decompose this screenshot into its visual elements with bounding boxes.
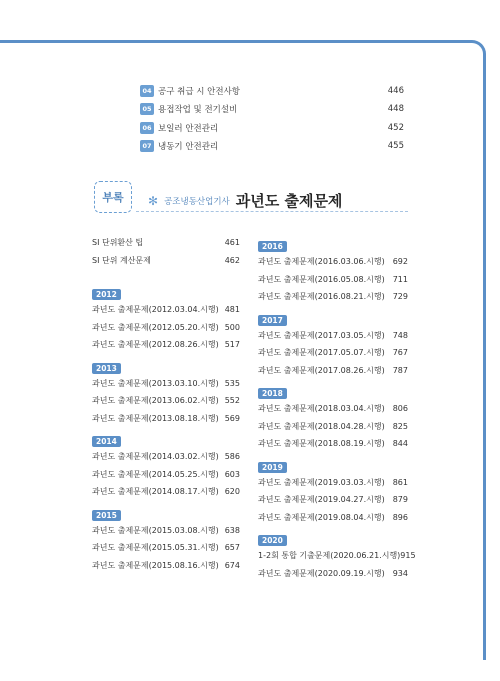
toc-row[interactable] bbox=[92, 234, 240, 252]
toc-row-page: 569 bbox=[224, 413, 240, 423]
year-badge: 2014 bbox=[92, 436, 121, 447]
year-section bbox=[92, 501, 240, 575]
toc-row-page: 535 bbox=[224, 378, 240, 388]
toc-item-label: 공구 취급 시 안전사항 bbox=[158, 86, 241, 97]
toc-row-label: 과년도 출제문제(2014.03.02.시행) bbox=[92, 452, 219, 462]
toc-row-label: 과년도 출제문제(2012.03.04.시행) bbox=[92, 305, 219, 315]
toc-item-page: 452 bbox=[387, 122, 404, 133]
toc-row-label: 과년도 출제문제(2016.05.08.시행) bbox=[258, 274, 385, 284]
toc-row[interactable] bbox=[92, 539, 240, 557]
year-badge: 2013 bbox=[92, 363, 121, 374]
toc-item-label: 용접작업 및 전기설비 bbox=[158, 105, 238, 115]
toc-row[interactable] bbox=[258, 327, 408, 345]
year-section bbox=[258, 234, 408, 306]
item-number-badge: 05 bbox=[140, 103, 154, 115]
toc-row[interactable] bbox=[92, 301, 240, 319]
toc-item[interactable] bbox=[140, 138, 404, 155]
toc-row-label: 과년도 출제문제(2013.08.18.시행) bbox=[92, 413, 219, 423]
year-badge: 2016 bbox=[258, 241, 287, 252]
toc-row-page: 603 bbox=[224, 469, 240, 479]
toc-row-label: 과년도 출제문제(2013.06.02.시행) bbox=[92, 396, 219, 406]
toc-row-label: 과년도 출제문제(2012.05.20.시행) bbox=[92, 322, 219, 332]
toc-row-page: 787 bbox=[392, 365, 408, 375]
toc-row[interactable] bbox=[258, 344, 408, 362]
year-section bbox=[258, 453, 408, 527]
toc-row-page: 896 bbox=[392, 512, 408, 522]
toc-row-page: 825 bbox=[392, 421, 408, 431]
toc-row-page: 500 bbox=[224, 322, 240, 332]
toc-row-page: 711 bbox=[392, 274, 408, 284]
toc-row[interactable] bbox=[92, 319, 240, 337]
toc-row-label: 과년도 출제문제(2017.08.26.시행) bbox=[258, 365, 385, 375]
toc-row[interactable] bbox=[258, 491, 408, 509]
toc-row-page: 462 bbox=[224, 255, 240, 265]
toc-row-page: 748 bbox=[392, 330, 408, 340]
toc-item-label: 보일러 안전관리 bbox=[158, 123, 219, 134]
year-badge: 2012 bbox=[92, 289, 121, 300]
toc-item[interactable] bbox=[140, 82, 404, 99]
toc-row[interactable] bbox=[92, 392, 240, 410]
toc-item-page: 455 bbox=[387, 141, 404, 151]
toc-row-page: 767 bbox=[392, 348, 408, 358]
appendix-title-row bbox=[148, 190, 342, 211]
toc-row-page: 620 bbox=[224, 487, 240, 497]
toc-row[interactable] bbox=[258, 474, 408, 492]
toc-row[interactable] bbox=[92, 336, 240, 354]
appendix-subtitle: 공조냉동산업기사 bbox=[164, 196, 230, 207]
toc-row-page: 638 bbox=[224, 525, 240, 535]
year-section bbox=[258, 526, 416, 582]
toc-row[interactable] bbox=[92, 375, 240, 393]
toc-row-page: 657 bbox=[224, 543, 240, 553]
toc-row-label: 과년도 출제문제(2019.08.04.시행) bbox=[258, 512, 385, 522]
toc-row-page: 586 bbox=[224, 452, 240, 462]
year-section bbox=[92, 427, 240, 501]
year-badge: 2019 bbox=[258, 462, 287, 473]
toc-item-label: 냉동기 안전관리 bbox=[158, 142, 219, 152]
year-badge: 2015 bbox=[92, 510, 121, 521]
toc-row-page: 552 bbox=[224, 396, 240, 406]
toc-row[interactable] bbox=[258, 288, 408, 306]
toc-row[interactable] bbox=[258, 253, 408, 271]
toc-row-label: 과년도 출제문제(2019.04.27.시행) bbox=[258, 495, 385, 505]
toc-row[interactable] bbox=[258, 418, 408, 436]
toc-row[interactable] bbox=[92, 522, 240, 540]
toc-row-page: 674 bbox=[224, 560, 240, 570]
toc-row[interactable] bbox=[258, 271, 408, 289]
toc-row[interactable] bbox=[92, 557, 240, 575]
top-toc-list bbox=[140, 82, 404, 156]
year-badge: 2018 bbox=[258, 388, 287, 399]
year-section bbox=[92, 280, 240, 354]
toc-row[interactable] bbox=[92, 483, 240, 501]
toc-row-label: 과년도 출제문제(2020.09.19.시행) bbox=[258, 568, 385, 578]
toc-row-label: SI 단위 계산문제 bbox=[92, 255, 151, 265]
toc-row-label: 과년도 출제문제(2019.03.03.시행) bbox=[258, 477, 385, 487]
toc-row-page: 879 bbox=[392, 495, 408, 505]
toc-row-label: 과년도 출제문제(2014.08.17.시행) bbox=[92, 487, 219, 497]
toc-row-label: 과년도 출제문제(2012.08.26.시행) bbox=[92, 340, 219, 350]
year-section bbox=[258, 306, 408, 380]
toc-item-page: 448 bbox=[387, 104, 404, 114]
toc-row-page: 517 bbox=[224, 340, 240, 350]
toc-row-page: 729 bbox=[392, 292, 408, 302]
toc-row-label: 과년도 출제문제(2015.03.08.시행) bbox=[92, 525, 219, 535]
toc-row[interactable] bbox=[258, 565, 408, 583]
toc-row-label: 과년도 출제문제(2018.03.04.시행) bbox=[258, 404, 385, 414]
year-section bbox=[258, 379, 408, 453]
toc-row[interactable] bbox=[92, 252, 240, 270]
toc-item-page: 446 bbox=[387, 85, 404, 96]
item-number-badge: 04 bbox=[140, 85, 154, 97]
toc-row-label: 과년도 출제문제(2018.04.28.시행) bbox=[258, 421, 385, 431]
toc-row[interactable] bbox=[92, 410, 240, 428]
toc-row-label: 과년도 출제문제(2017.03.05.시행) bbox=[258, 330, 385, 340]
toc-row[interactable] bbox=[258, 547, 416, 565]
toc-item[interactable] bbox=[140, 101, 404, 118]
toc-row[interactable] bbox=[258, 400, 408, 418]
toc-row-label: 과년도 출제문제(2014.05.25.시행) bbox=[92, 469, 219, 479]
toc-row[interactable] bbox=[258, 435, 408, 453]
year-badge: 2020 bbox=[258, 535, 287, 546]
toc-item[interactable] bbox=[140, 119, 404, 136]
toc-row[interactable] bbox=[258, 509, 408, 527]
toc-row[interactable] bbox=[92, 466, 240, 484]
item-number-badge: 06 bbox=[140, 122, 154, 134]
appendix-tag: 부록 bbox=[94, 181, 132, 213]
divider bbox=[136, 211, 408, 212]
toc-right-column bbox=[258, 234, 416, 582]
toc-row-label: 과년도 출제문제(2018.08.19.시행) bbox=[258, 439, 385, 449]
toc-row-label: 과년도 출제문제(2016.03.06.시행) bbox=[258, 257, 385, 267]
toc-row-page: 806 bbox=[392, 404, 408, 414]
toc-row-page: 934 bbox=[392, 568, 408, 578]
toc-row-label: 과년도 출제문제(2017.05.07.시행) bbox=[258, 348, 385, 358]
toc-row-page: 692 bbox=[392, 257, 408, 267]
appendix-title: 과년도 출제문제 bbox=[235, 192, 343, 210]
toc-row-page: 461 bbox=[224, 238, 240, 248]
asterisk-icon: ✻ bbox=[148, 193, 159, 208]
toc-row[interactable] bbox=[92, 448, 240, 466]
toc-row-page: 861 bbox=[392, 477, 408, 487]
year-badge: 2017 bbox=[258, 315, 287, 326]
toc-row-label: SI 단위환산 팁 bbox=[92, 238, 144, 248]
toc-row-label: 과년도 출제문제(2013.03.10.시행) bbox=[92, 378, 219, 388]
year-section bbox=[92, 354, 240, 428]
toc-row-page: 915 bbox=[400, 551, 416, 561]
toc-row[interactable] bbox=[258, 362, 408, 380]
toc-row-page: 844 bbox=[392, 439, 408, 449]
toc-row-page: 481 bbox=[224, 305, 240, 315]
item-number-badge: 07 bbox=[140, 140, 154, 152]
toc-row-label: 과년도 출제문제(2015.08.16.시행) bbox=[92, 560, 219, 570]
toc-left-column bbox=[92, 234, 240, 574]
toc-row-label: 1-2회 통합 기출문제(2020.06.21.시행) bbox=[258, 551, 401, 561]
toc-row-label: 과년도 출제문제(2015.05.31.시행) bbox=[92, 543, 219, 553]
toc-row-label: 과년도 출제문제(2016.08.21.시행) bbox=[258, 292, 385, 302]
